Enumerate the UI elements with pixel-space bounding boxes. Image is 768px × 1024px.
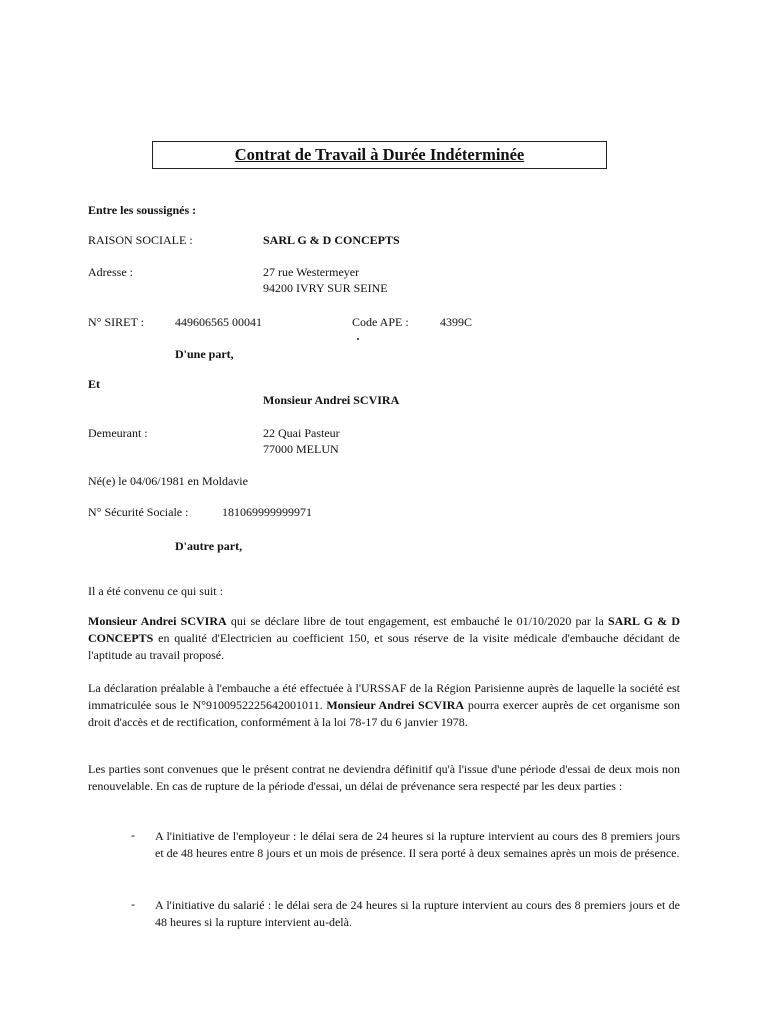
employee-address-line-2: 77000 MELUN <box>263 442 339 456</box>
bullet-marker-salarie: - <box>131 897 135 911</box>
employer-part-label: D'une part, <box>175 347 234 361</box>
adresse-line-2: 94200 IVRY SUR SEINE <box>263 281 388 295</box>
stray-dot <box>357 338 359 340</box>
employee-birth: Né(e) le 04/06/1981 en Moldavie <box>88 474 248 488</box>
ape-value: 4399C <box>440 315 473 329</box>
employee-part-label: D'autre part, <box>175 539 243 553</box>
convenu-text: Il a été convenu ce qui suit : <box>88 584 223 598</box>
bullet-text-salarie: A l'initiative du salarié : le délai sera de 24 heures si la rupture intervient au cours des 8 premiers jours et de 48 heures si la rupture intervient au-delà. <box>155 898 680 929</box>
document-title-box <box>152 141 607 169</box>
et-label: Et <box>88 377 100 391</box>
raison-sociale-label: RAISON SOCIALE : <box>88 233 193 247</box>
paragraph-urssaf <box>88 680 680 731</box>
bullet-marker-employeur: - <box>131 828 135 842</box>
paragraph-embauche <box>88 613 680 664</box>
raison-sociale-value: SARL G & D CONCEPTS <box>263 233 400 247</box>
siret-label: N° SIRET : <box>88 315 144 329</box>
document-title: Contrat de Travail à Durée Indéterminée <box>234 145 525 165</box>
employee-address-line-1: 22 Quai Pasteur <box>263 426 340 440</box>
siret-value: 449606565 00041 <box>175 315 262 329</box>
paragraph-embauche-text-a: qui se déclare libre de tout engagement, est embauché le 01/10/2020 par la <box>226 614 608 628</box>
adresse-label: Adresse : <box>88 265 133 279</box>
bullet-text-employeur: A l'initiative de l'employeur : le délai sera de 24 heures si la rupture intervient au cours des 8 premiers jours et de 48 heures entre 8 jours et un mois de présence. Il sera porté à deux semaines après un mois de présence. <box>155 829 680 860</box>
paragraph-embauche-company: SARL G & D CONCEPTS <box>88 614 681 645</box>
secu-label: N° Sécurité Sociale : <box>88 505 189 519</box>
paragraph-embauche-employee-name: Monsieur Andrei SCVIRA <box>88 614 227 628</box>
paragraph-urssaf-employee-name: Monsieur Andrei SCVIRA <box>326 698 465 712</box>
paragraph-periode-essai: Les parties sont convenues que le présent contrat ne deviendra définitif qu'à l'issue d'une période d'essai de deux mois non renouvelable. En cas de rupture de la période d'essai, un délai de prévenance sera respecté par les deux parties : <box>88 762 680 793</box>
paragraph-embauche-text-b: en qualité d'Electricien au coefficient 150, et sous réserve de la visite médicale d'embauche décidant de l'aptitude au travail proposé. <box>88 631 680 662</box>
intro-heading: Entre les soussignés : <box>88 203 197 217</box>
secu-value: 181069999999971 <box>222 505 312 519</box>
employee-name: Monsieur Andrei SCVIRA <box>263 393 400 407</box>
paragraph-urssaf-text-a: La déclaration préalable à l'embauche a été effectuée à l'URSSAF de la Région Parisienne auprès de laquelle la société est immatriculée sous le N°9100952225642001011. <box>88 681 680 712</box>
ape-label: Code APE : <box>352 315 409 329</box>
demeurant-label: Demeurant : <box>88 426 148 440</box>
adresse-line-1: 27 rue Westermeyer <box>263 265 360 279</box>
paragraph-urssaf-text-b: pourra exercer auprès de cet organisme son droit d'accès et de rectification, conformément à la loi 78-17 du 6 janvier 1978. <box>88 698 681 729</box>
